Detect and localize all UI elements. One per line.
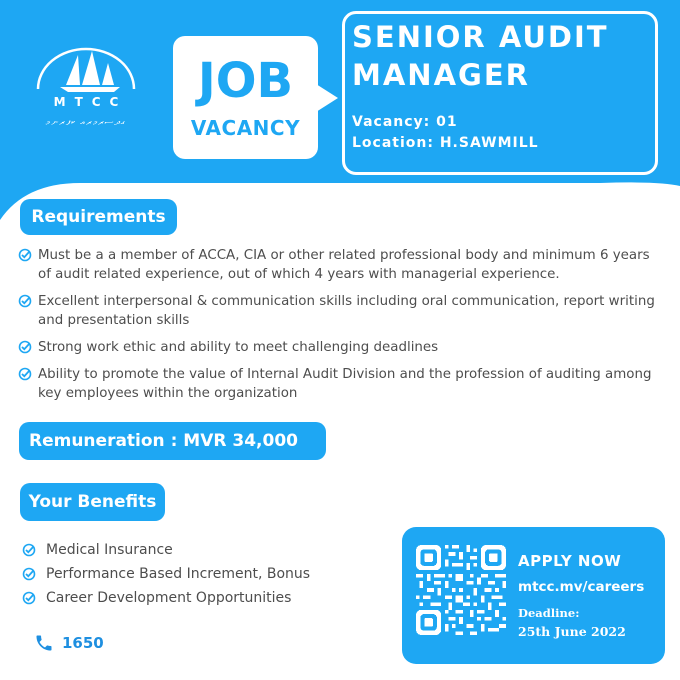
position-title: [352, 18, 609, 94]
list-item: [22, 589, 382, 607]
check-circle-icon: [18, 340, 32, 354]
check-circle-icon: [22, 543, 36, 557]
requirement-text: Must be a a member of ACCA, CIA or other related professional body and minimum 6 years of audit related experience, out of which 4 years with managerial experience.: [38, 248, 650, 282]
deadline-label: Deadline:: [518, 606, 580, 620]
job-label: JOB: [197, 53, 294, 109]
benefits-heading: Your Benefits: [20, 483, 165, 521]
list-item: [18, 246, 663, 284]
logo-wordmark: MTCC: [53, 95, 128, 109]
list-item: [22, 565, 382, 583]
check-circle-icon: [22, 567, 36, 581]
requirement-text: Strong work ethic and ability to meet challenging deadlines: [38, 340, 439, 355]
position-title-line1: SENIOR AUDIT: [352, 20, 609, 54]
benefits-list: [22, 541, 382, 613]
position-title-box: [342, 11, 658, 175]
check-circle-icon: [22, 591, 36, 605]
check-circle-icon: [18, 367, 32, 381]
check-circle-icon: [18, 248, 32, 262]
benefit-text: Performance Based Increment, Bonus: [46, 566, 311, 582]
list-item: [18, 365, 663, 403]
deadline-date: 25th June 2022: [518, 624, 626, 639]
phone-icon: [34, 633, 54, 653]
requirements-list: [18, 246, 663, 411]
qr-code-icon: [416, 543, 506, 637]
requirements-heading: Requirements: [20, 199, 177, 235]
dhoni-sail-icon: [30, 45, 142, 95]
requirement-text: Ability to promote the value of Internal Audit Division and the profession of auditing among key employees within the organization: [38, 367, 652, 401]
header-banner: [0, 0, 680, 230]
location: Location: H.SAWMILL: [352, 135, 539, 151]
phone-number: 1650: [62, 634, 104, 652]
check-circle-icon: [18, 294, 32, 308]
job-vacancy-badge: [173, 36, 318, 159]
remuneration-badge: Remuneration : MVR 34,000: [19, 422, 326, 460]
list-item: [18, 292, 663, 330]
list-item: [18, 338, 663, 357]
position-title-line2: MANAGER: [352, 58, 530, 92]
mtcc-logo: [30, 45, 142, 145]
benefit-text: Career Development Opportunities: [46, 590, 292, 606]
logo-dhivehi-text: ގދސރމރއ ކފރނމ: [45, 117, 127, 128]
requirement-text: Excellent interpersonal & communication skills including oral communication, report writing and presentation skills: [38, 294, 655, 328]
vacancy-label: VACANCY: [190, 116, 301, 140]
apply-now-label: APPLY NOW: [518, 552, 622, 570]
careers-link[interactable]: mtcc.mv/careers: [518, 579, 645, 595]
list-item: [22, 541, 382, 559]
vacancy-count: Vacancy: 01: [352, 114, 458, 130]
phone-contact[interactable]: [34, 633, 104, 653]
badge-arrow: [316, 84, 338, 112]
apply-panel: [402, 527, 665, 664]
benefit-text: Medical Insurance: [46, 542, 173, 558]
